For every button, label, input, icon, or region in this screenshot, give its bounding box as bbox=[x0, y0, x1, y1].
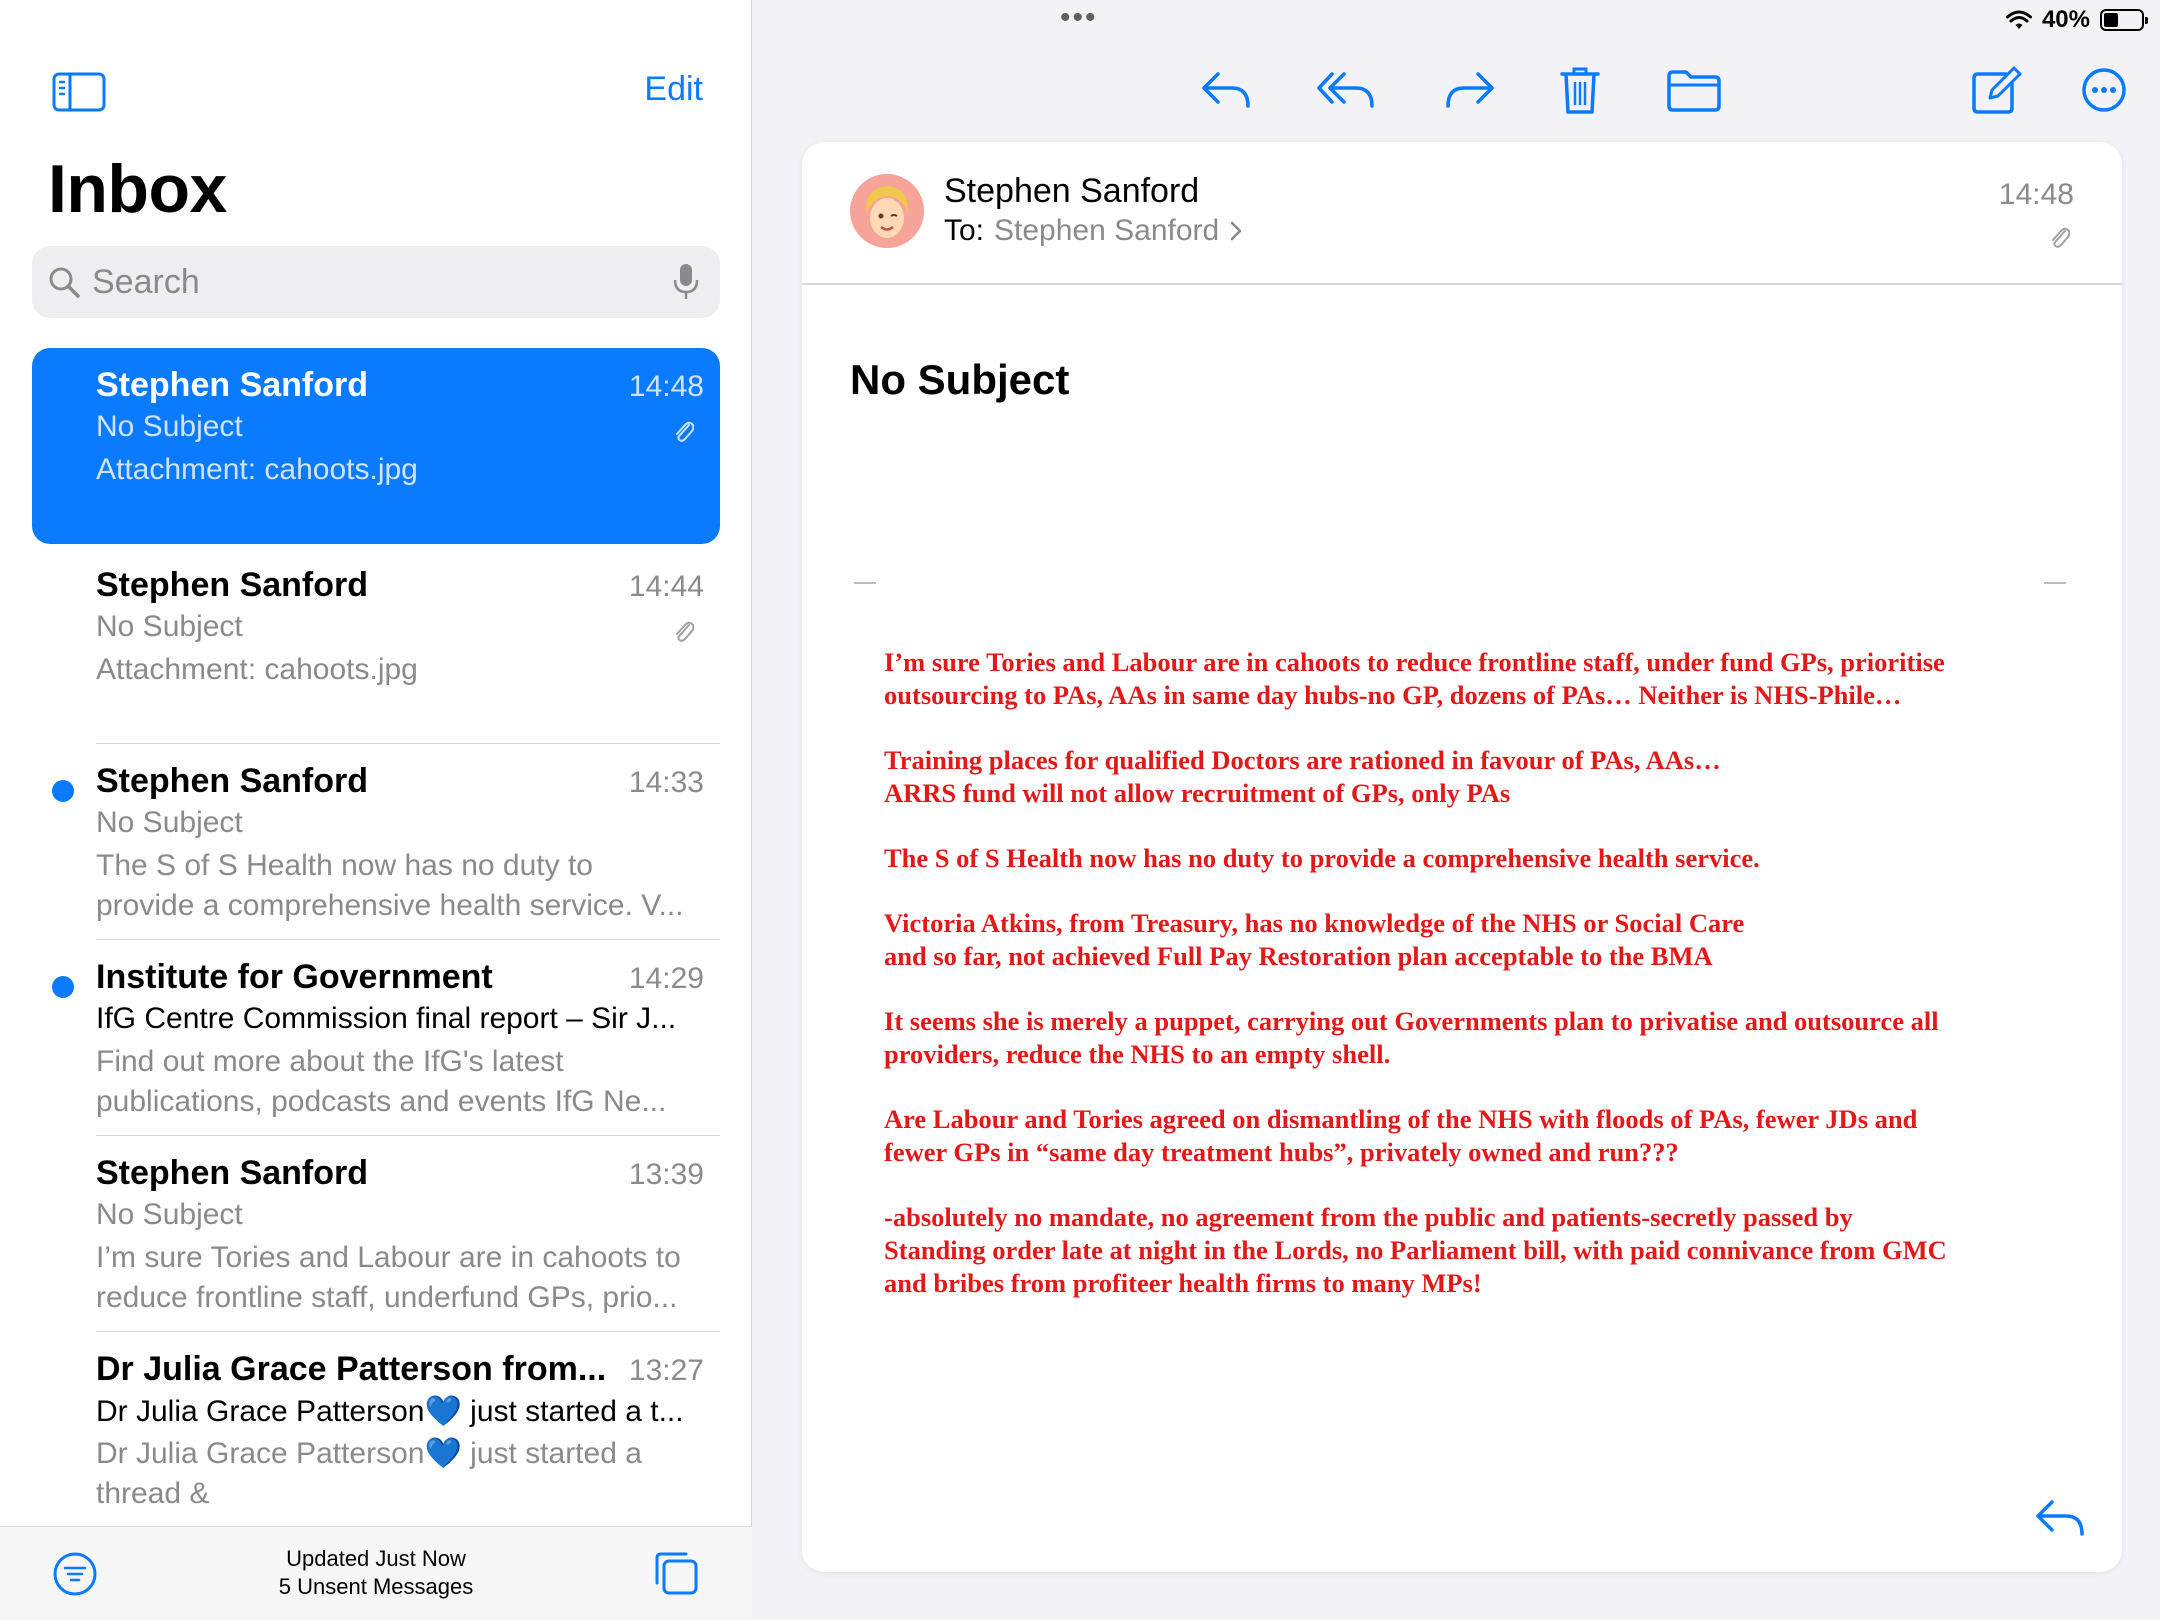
mail-preview-line: Dr Julia Grace Patterson💙 just started a bbox=[96, 1437, 642, 1470]
reply-all-icon[interactable] bbox=[1316, 62, 1376, 118]
attachment-edge-mark bbox=[2044, 582, 2066, 584]
trash-icon[interactable] bbox=[1550, 62, 1610, 118]
mail-preview-line: provide a comprehensive health service. V... bbox=[96, 889, 684, 922]
mail-preview-line: Attachment: cahoots.jpg bbox=[96, 453, 418, 486]
attachment-line: I’m sure Tories and Labour are in cahoots to reduce frontline staff, under fund GPs, prioritise bbox=[884, 647, 1945, 677]
battery-icon bbox=[2100, 9, 2144, 31]
mail-time: 14:33 bbox=[628, 766, 704, 799]
mail-sender: Dr Julia Grace Patterson from... bbox=[96, 1350, 607, 1388]
image-attachment[interactable] bbox=[854, 582, 2066, 1298]
search-bar[interactable] bbox=[32, 246, 720, 318]
attachment-paragraph bbox=[884, 646, 2064, 712]
search-icon bbox=[46, 264, 82, 300]
folder-icon[interactable] bbox=[1664, 62, 1724, 118]
mail-preview bbox=[96, 650, 706, 690]
message-view bbox=[802, 142, 2122, 1572]
mail-preview-line: I’m sure Tories and Labour are in cahoots to bbox=[96, 1241, 681, 1274]
attachment-line: It seems she is merely a puppet, carrying out Governments plan to privatise and outsource all bbox=[884, 1006, 1939, 1036]
memoji-avatar-icon bbox=[850, 174, 924, 248]
mail-subject: Dr Julia Grace Patterson💙 just started a t... bbox=[96, 1395, 684, 1428]
mail-preview bbox=[96, 1434, 706, 1514]
paperclip-icon bbox=[2048, 222, 2070, 250]
attachment-line: Training places for qualified Doctors are rationed in favour of PAs, AAs… bbox=[884, 745, 1721, 775]
to-label: To: bbox=[944, 214, 985, 247]
mail-sender: Stephen Sanford bbox=[96, 566, 369, 604]
page-title: Inbox bbox=[48, 151, 227, 227]
paperclip-icon bbox=[672, 616, 694, 644]
mailbox-sidebar bbox=[0, 0, 752, 1620]
microphone-icon[interactable] bbox=[672, 262, 700, 302]
mail-time: 13:39 bbox=[628, 1158, 704, 1191]
sidebar-toggle-icon[interactable] bbox=[52, 72, 106, 112]
mail-list-item[interactable] bbox=[32, 548, 720, 744]
mail-preview-line: reduce frontline staff, underfund GPs, prio... bbox=[96, 1281, 678, 1314]
mail-sender: Institute for Government bbox=[96, 958, 493, 996]
attachment-line: and so far, not achieved Full Pay Restoration plan acceptable to the BMA bbox=[884, 941, 1713, 971]
attachment-line: and bribes from profiteer health firms to many MPs! bbox=[884, 1268, 1482, 1298]
reply-icon[interactable] bbox=[2032, 1492, 2088, 1542]
mail-time: 13:27 bbox=[628, 1354, 704, 1387]
drafts-stack-icon[interactable] bbox=[652, 1549, 700, 1597]
attachment-edge-mark bbox=[854, 582, 876, 584]
mail-list-item[interactable] bbox=[32, 348, 720, 544]
attachment-text bbox=[884, 646, 2064, 1332]
battery-percent: 40% bbox=[2041, 6, 2090, 33]
mail-preview-line: thread & bbox=[96, 1477, 210, 1510]
recipient-name[interactable]: Stephen Sanford bbox=[994, 214, 1220, 247]
attachment-line: The S of S Health now has no duty to provide a comprehensive health service. bbox=[884, 843, 1760, 873]
attachment-paragraph bbox=[884, 842, 2064, 875]
mail-sender: Stephen Sanford bbox=[96, 1154, 369, 1192]
attachment-line: ARRS fund will not allow recruitment of GPs, only PAs bbox=[884, 778, 1511, 808]
mail-preview bbox=[96, 450, 706, 490]
mail-list-item[interactable] bbox=[32, 1136, 720, 1332]
mail-subject: No Subject bbox=[96, 410, 243, 443]
mail-subject: No Subject bbox=[96, 610, 243, 643]
attachment-paragraph bbox=[884, 1103, 2064, 1169]
mail-list-item[interactable] bbox=[32, 940, 720, 1136]
unread-indicator bbox=[52, 780, 74, 802]
edit-button[interactable]: Edit bbox=[644, 70, 703, 108]
attachment-paragraph bbox=[884, 1201, 2064, 1300]
attachment-line: fewer GPs in “same day treatment hubs”, privately owned and run??? bbox=[884, 1137, 1679, 1167]
unsent-count: 5 Unsent Messages bbox=[278, 1574, 474, 1599]
update-status: Updated Just Now bbox=[286, 1546, 466, 1571]
attachment-line: outsourcing to PAs, AAs in same day hubs-no GP, dozens of PAs… Neither is NHS-Phile… bbox=[884, 680, 1902, 710]
chevron-right-icon[interactable] bbox=[1229, 220, 1243, 242]
mail-time: 14:29 bbox=[628, 962, 704, 995]
sidebar-bottom-bar bbox=[0, 1526, 752, 1620]
mail-time: 14:48 bbox=[628, 370, 704, 403]
mail-preview-line: The S of S Health now has no duty to bbox=[96, 849, 593, 882]
message-subject: No Subject bbox=[850, 356, 1070, 403]
attachment-line: providers, reduce the NHS to an empty shell. bbox=[884, 1039, 1391, 1069]
attachment-paragraph bbox=[884, 907, 2064, 973]
mail-subject: No Subject bbox=[96, 1198, 243, 1231]
search-input[interactable] bbox=[92, 263, 672, 302]
mail-subject: IfG Centre Commission final report – Sir J... bbox=[96, 1002, 677, 1035]
header-divider bbox=[802, 283, 2122, 285]
mail-preview bbox=[96, 1042, 706, 1122]
mailbox-status bbox=[0, 1545, 752, 1601]
mail-list-item[interactable] bbox=[32, 1332, 720, 1528]
mail-list-item[interactable] bbox=[32, 744, 720, 940]
message-time: 14:48 bbox=[1998, 178, 2074, 211]
mail-subject: No Subject bbox=[96, 806, 243, 839]
reply-icon[interactable] bbox=[1196, 62, 1256, 118]
mail-preview-line: Attachment: cahoots.jpg bbox=[96, 653, 418, 686]
avatar[interactable] bbox=[850, 174, 924, 248]
mail-preview bbox=[96, 846, 706, 926]
mail-preview-line: Find out more about the IfG's latest bbox=[96, 1045, 564, 1078]
mail-sender: Stephen Sanford bbox=[96, 762, 369, 800]
attachment-line: Victoria Atkins, from Treasury, has no knowledge of the NHS or Social Care bbox=[884, 908, 1745, 938]
attachment-paragraph bbox=[884, 1005, 2064, 1071]
mail-preview bbox=[96, 1238, 706, 1318]
forward-icon[interactable] bbox=[1440, 62, 1500, 118]
attachment-line: Are Labour and Tories agreed on dismantling of the NHS with floods of PAs, fewer JDs and bbox=[884, 1104, 1918, 1134]
compose-icon[interactable] bbox=[1966, 62, 2026, 118]
mail-sender: Stephen Sanford bbox=[96, 366, 369, 404]
status-indicators bbox=[2006, 6, 2144, 34]
mail-preview-line: publications, podcasts and events IfG Ne... bbox=[96, 1085, 667, 1118]
mail-time: 14:44 bbox=[628, 570, 704, 603]
message-recipient bbox=[944, 214, 1243, 248]
attachment-line: -absolutely no mandate, no agreement from the public and patients-secretly passed by bbox=[884, 1202, 1853, 1232]
message-sender[interactable]: Stephen Sanford bbox=[944, 172, 1200, 210]
unread-indicator bbox=[52, 976, 74, 998]
attachment-paragraph bbox=[884, 744, 2064, 810]
more-icon[interactable] bbox=[2074, 62, 2134, 118]
wifi-icon bbox=[2006, 10, 2032, 30]
attachment-line: Standing order late at night in the Lords, no Parliament bill, with paid connivance from GMC bbox=[884, 1235, 1947, 1265]
multitasking-dots-icon[interactable]: ••• bbox=[1060, 1, 1098, 34]
paperclip-icon bbox=[672, 416, 694, 444]
